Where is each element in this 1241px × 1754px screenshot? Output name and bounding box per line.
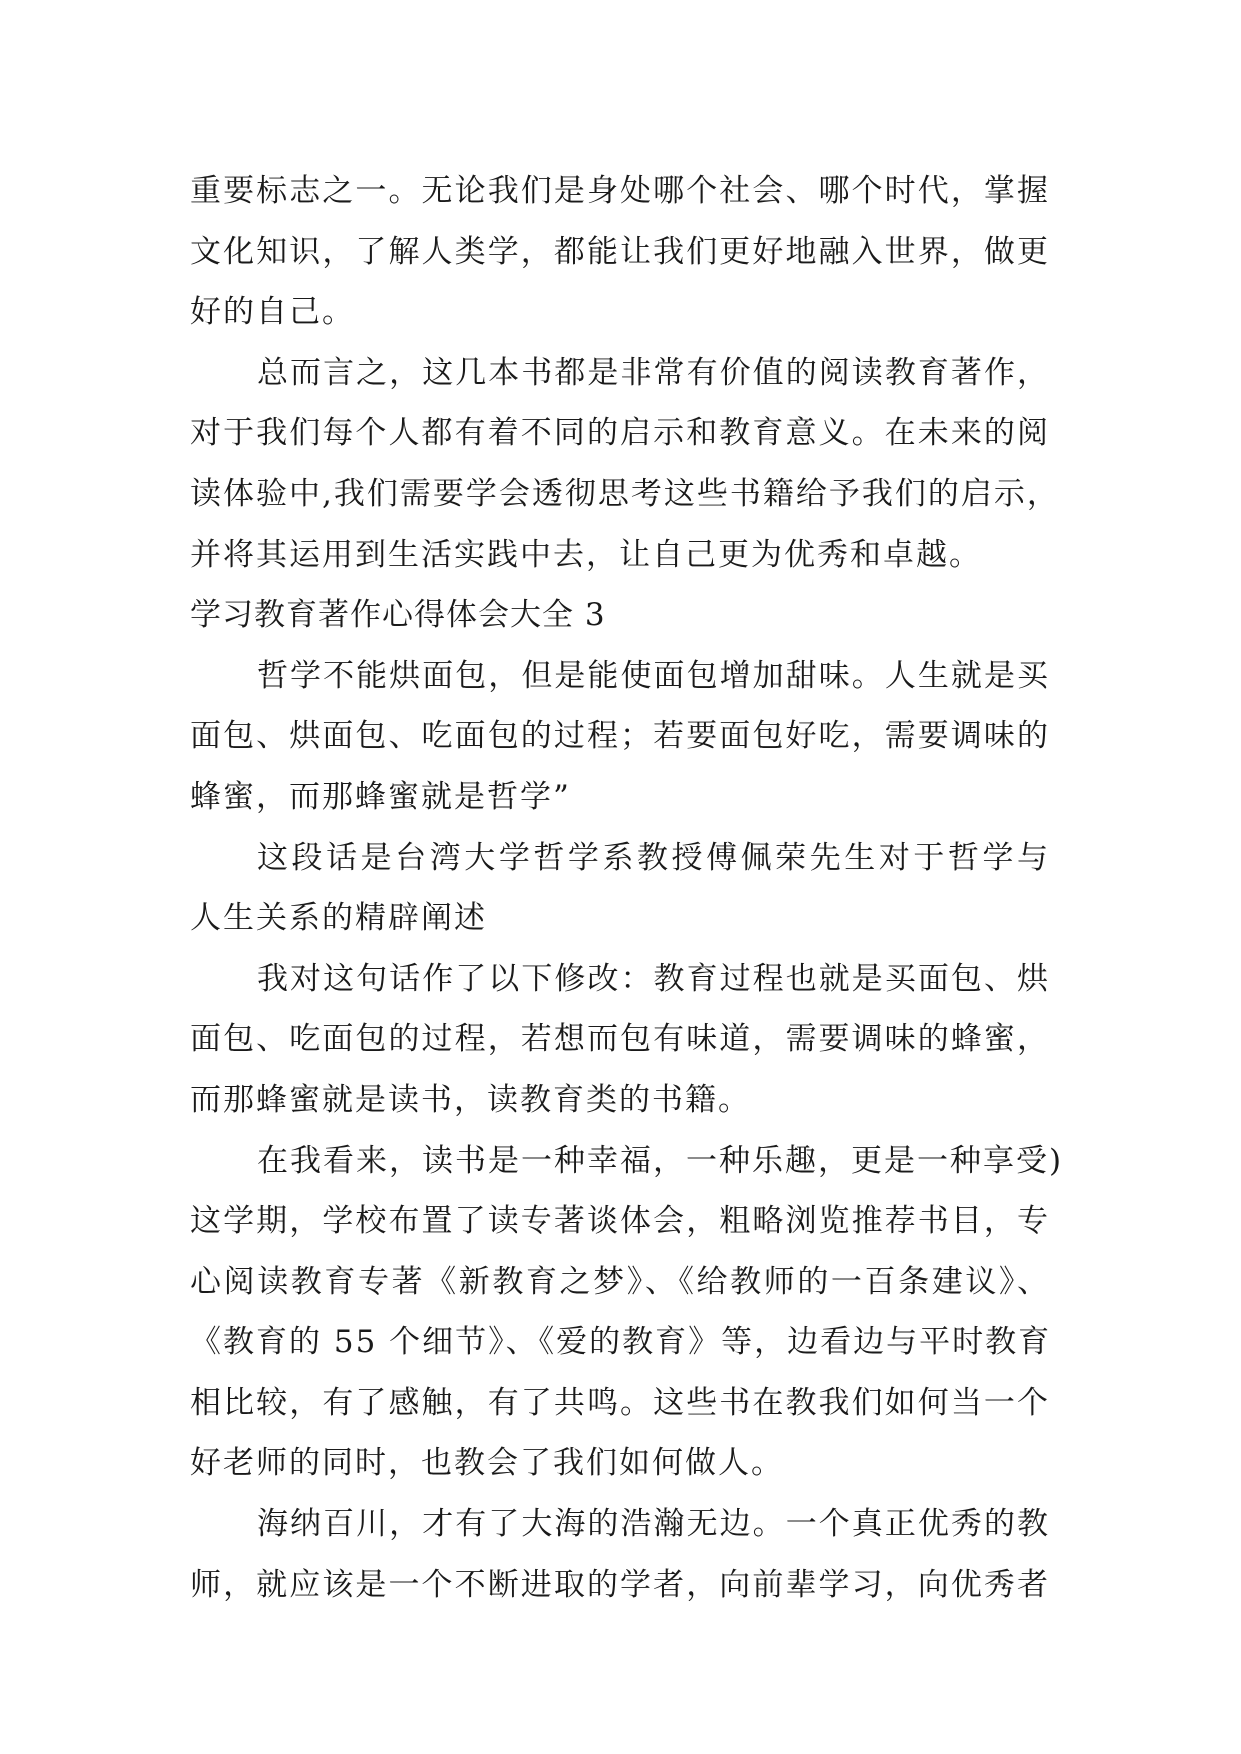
text-line: 读体验中,我们需要学会透彻思考这些书籍给予我们的启示， <box>190 475 1060 512</box>
text-line: 好的自己。 <box>190 294 355 331</box>
section-heading: 学习教育著作心得体会大全 3 <box>190 597 606 634</box>
text-line: 《教育的 55 个细节》、《爱的教育》等，边看边与平时教育 <box>190 1324 1052 1361</box>
text-line: 人生关系的精辟阐述 <box>190 900 487 937</box>
text-line: 好老师的同时，也教会了我们如何做人。 <box>190 1445 784 1482</box>
text-line: 心阅读教育专著《新教育之梦》、《给教师的一百条建议》、 <box>190 1263 1050 1300</box>
text-line: 对于我们每个人都有着不同的启示和教育意义。在未来的阅 <box>190 415 1050 452</box>
text-line: 并将其运用到生活实践中去，让自己更为优秀和卓越。 <box>190 536 982 573</box>
paragraph-first-line: 总而言之，这几本书都是非常有价值的阅读教育著作， <box>257 354 1050 391</box>
paragraph-first-line: 哲学不能烘面包，但是能使面包增加甜味。人生就是买 <box>257 657 1050 694</box>
paragraph-first-line: 在我看来，读书是一种幸福，一种乐趣，更是一种享受) <box>257 1142 1064 1179</box>
text-line: 重要标志之一。无论我们是身处哪个社会、哪个时代，掌握 <box>190 173 1050 209</box>
body-text <box>190 161 1064 1615</box>
paragraph-first-line: 这段话是台湾大学哲学系教授傅佩荣先生对于哲学与 <box>257 839 1050 876</box>
paragraph-first-line: 我对这句话作了以下修改：教育过程也就是买面包、烘 <box>257 960 1050 997</box>
text-line: 师，就应该是一个不断进取的学者，向前辈学习，向优秀者 <box>190 1566 1050 1603</box>
text-line: 而那蜂蜜就是读书，读教育类的书籍。 <box>190 1081 751 1118</box>
paragraph-first-line: 海纳百川，才有了大海的浩瀚无边。一个真正优秀的教 <box>257 1506 1050 1543</box>
text-line: 文化知识，了解人类学，都能让我们更好地融入世界，做更 <box>190 233 1050 270</box>
text-line: 面包、吃面包的过程，若想而包有味道，需要调味的蜂蜜， <box>190 1021 1050 1058</box>
text-line: 这学期，学校布置了读专著谈体会，粗略浏览推荐书目，专 <box>190 1203 1050 1240</box>
text-line: 蜂蜜，而那蜂蜜就是哲学” <box>190 778 571 815</box>
text-line: 相比较，有了感触，有了共鸣。这些书在教我们如何当一个 <box>190 1384 1050 1421</box>
text-line: 面包、烘面包、吃面包的过程；若要面包好吃，需要调味的 <box>190 718 1050 755</box>
